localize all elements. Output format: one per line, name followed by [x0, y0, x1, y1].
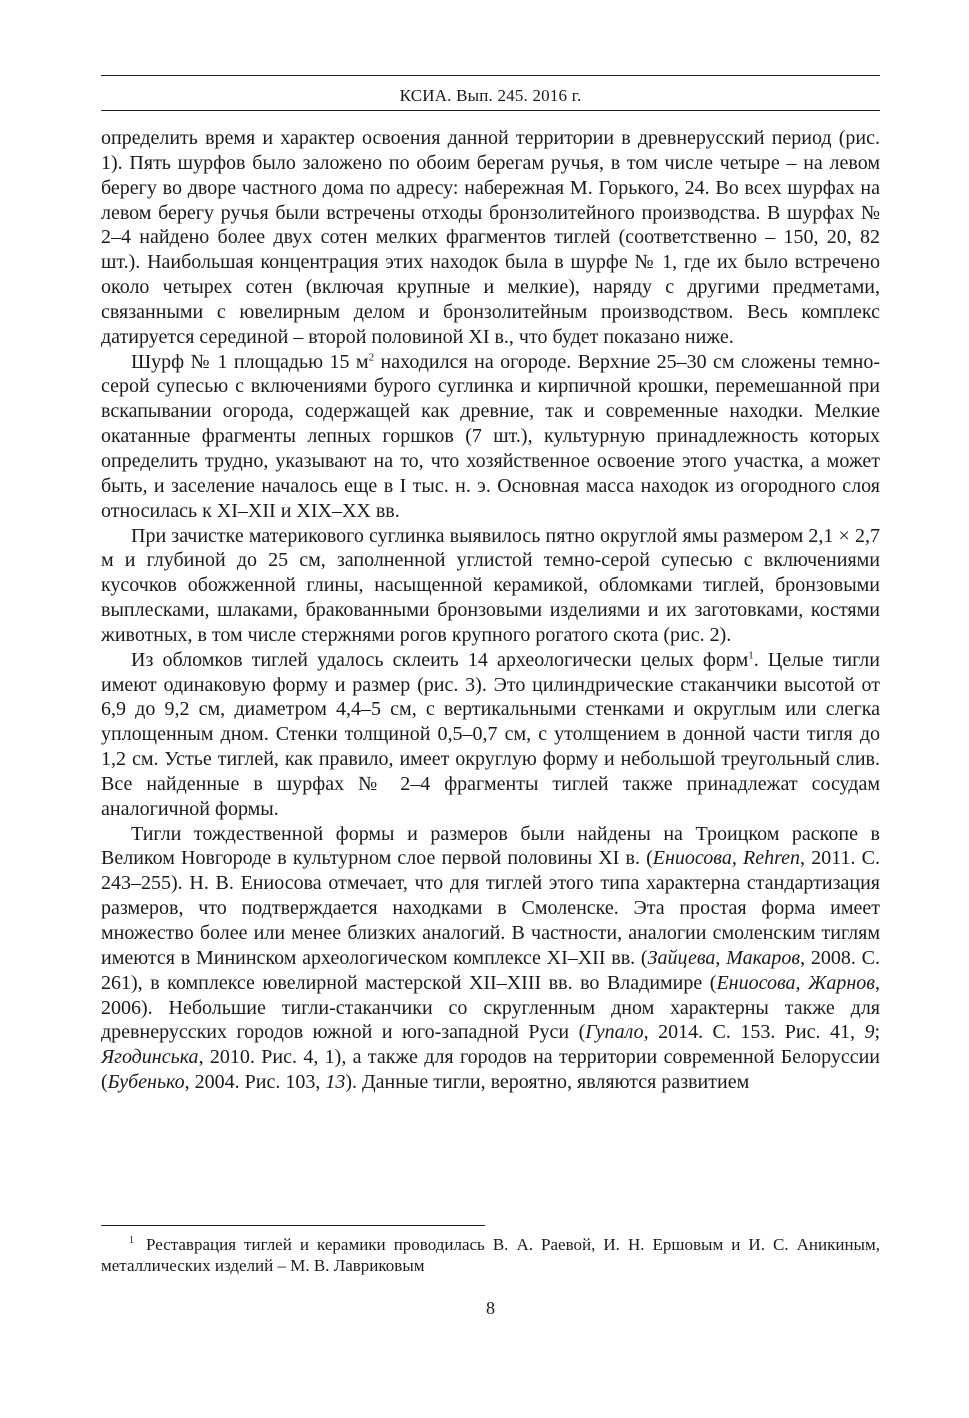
- citation-author-3: Ениосова, Жарнов: [716, 971, 875, 994]
- paragraph-5-text-9: ). Данные тигли, вероятно, являются развитием: [345, 1071, 750, 1094]
- header-rule-bottom: [101, 110, 880, 111]
- paragraph-2-text-a: Шурф № 1 площадью 15 м: [131, 350, 369, 373]
- footnote-rule: [101, 1225, 485, 1226]
- main-text: [101, 126, 880, 1095]
- paragraph-5-text-3: , 2008. С. 261), в комплексе ювелирной мастерской XII–XIII вв. во Владимире (: [101, 946, 880, 994]
- citation-figure-ref-2: 13: [325, 1071, 346, 1094]
- footnote: [101, 1234, 880, 1276]
- citation-figure-ref-1: 9: [864, 1021, 875, 1044]
- paragraph-1: определить время и характер освоения данной территории в древнерусский период (рис. 1). Пять шурфов было заложено по обоим берегам ручья, в том числе четыре – на левом берегу во дворе частного дома по адресу: набережная М. Горького, 24. Во всех шурфах на левом берегу ручья были встречены отходы бронзолитейного производства. В шурфах № 2–4 найдено более двух сотен мелких фрагментов тиглей (соответственно – 150, 20, 82 шт.). Наибольшая концентрация этих находок была в шурфе № 1, где их было встречено около четырех сотен (включая крупные и мелкие), наряду с другими предметами, связанными с ювелирным делом и бронзолитейным производством. Весь комплекс датируется серединой – второй половиной XI в., что будет показано ниже.: [101, 127, 880, 348]
- citation-author-5: Ягодинська: [101, 1046, 199, 1069]
- paragraph-4-text-a: Из обломков тиглей удалось склеить 14 археологически целых форм: [131, 648, 749, 671]
- paragraph-5-text-2: , 2011. С. 243–255). Н. В. Ениосова отмечает, что для тиглей этого типа характерна стандартизация размеров, что подтверждается находками в Смоленске. Эта простая форма имеет множество более или менее близких аналогий. В частности, аналогии смоленским тиглям имеются в Мининском археологическом комплексе XI–XII вв. (: [101, 847, 880, 969]
- citation-author-4: Гупало: [585, 1021, 644, 1044]
- page-number: 8: [486, 1298, 495, 1318]
- header-rule-top: [101, 75, 880, 76]
- paragraph-5-text-5: , 2014. С. 153. Рис. 41,: [643, 1021, 865, 1044]
- paragraph-5-text-6: ;: [874, 1021, 881, 1044]
- paragraph-2: [101, 350, 880, 524]
- paragraph-3: При зачистке материкового суглинка выявилось пятно округлой ямы размером 2,1 × 2,7 м и глубиной до 25 см, заполненной углистой темно-серой супесью с включениями кусочков обожженной глины, насыщенной керамикой, обломками тиглей, бронзовыми выплесками, шлаками, бракованными бронзовыми изделиями и их заготовками, костями животных, в том числе стержнями рогов крупного рогатого скота (рис. 2).: [101, 524, 880, 646]
- citation-author-2: Зайцева, Макаров: [647, 946, 801, 969]
- paragraph-5-text-1: Тигли тождественной формы и размеров были найдены на Троицком раскопе в Великом Новгороде в культурном слое первой половины XI в. (: [101, 822, 880, 870]
- paragraph-5-text-7: , 2010. Рис. 4, 1), а также для городов на территории современной Белоруссии (: [101, 1046, 880, 1094]
- paragraph-5-text-8: , 2004. Рис. 103,: [184, 1071, 326, 1094]
- running-header: КСИА. Вып. 245. 2016 г.: [399, 86, 582, 105]
- paragraph-5-text-4: , 2006). Небольшие тигли-стаканчики со скругленным дном характерны также для древнерусских городов южной и юго-западной Руси (: [101, 971, 880, 1044]
- superscript-square: 2: [368, 350, 375, 363]
- citation-author-6: Бубенько: [107, 1071, 185, 1094]
- paragraph-5: [101, 822, 880, 1095]
- citation-author-1: Ениосова, Rehren: [652, 847, 801, 870]
- paragraph-4-text-b: . Целые тигли имеют одинаковую форму и размер (рис. 3). Это цилиндрические стаканчики высотой от 6,9 до 9,2 см, диаметром 4,4–5 см, с вертикальными стенками и округлым или слегка уплощенным дном. Стенки толщиной 0,5–0,7 см, с утолщением в донной части тигля до 1,2 см. Устье тиглей, как правило, имеет округлую форму и небольшой треугольный слив. Все найденные в шурфах № 2–4 фрагменты тиглей также принадлежат сосудам аналогичной формы.: [101, 648, 880, 820]
- footnote-text: Реставрация тиглей и керамики проводилась В. А. Раевой, И. Н. Ершовым и И. С. Аникиным, металлических изделий – М. В. Лавриковым: [101, 1235, 880, 1275]
- paragraph-2-text-b: находился на огороде. Верхние 25–30 см сложены темно-серой супесью с включениями бурого суглинка и кирпичной крошки, перемешанной при вскапывании огорода, содержащей как древние, так и современные находки. Мелкие окатанные фрагменты лепных горшков (7 шт.), культурную принадлежность которых определить трудно, указывают на то, что хозяйственное освоение этого участка, а может быть, и заселение началось еще в I тыс. н. э. Основная масса находок из огородного слоя относилась к XI–XII и XIX–XX вв.: [101, 350, 880, 522]
- footnote-reference: 1: [748, 649, 754, 662]
- footnote-marker: 1: [129, 1235, 134, 1247]
- paragraph-4: [101, 648, 880, 822]
